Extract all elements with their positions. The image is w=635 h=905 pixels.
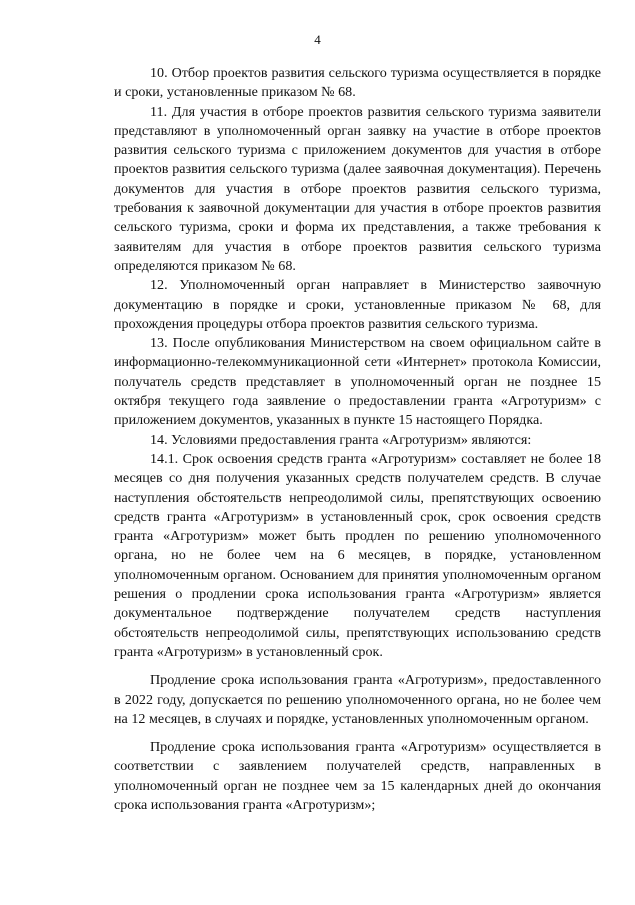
paragraph-10: 10. Отбор проектов развития сельского туризма осуществляется в порядке и сроки, установленные приказом № 68. bbox=[114, 65, 601, 101]
page-number: 4 bbox=[314, 32, 321, 47]
paragraph-13: 13. После опубликования Министерством на своем официальном сайте в информационно-телекоммуникационной сети «Интернет» протокола Комиссии, получатель средств представляет в уполномоченный орган не позднее 15 октября текущего года заявление о предоставлении гранта «Агротуризм» с приложением документов, указанных в пункте 15 настоящего Порядка. bbox=[114, 335, 601, 429]
paragraph-extension-procedure: Продление срока использования гранта «Агротуризм» осуществляется в соответствии с заявлением получателей средств, направленных в уполномоченный орган не позднее чем за 15 календарных дней до окончания срока использования гранта «Агротуризм»; bbox=[114, 739, 601, 813]
paragraph-14-1: 14.1. Срок освоения средств гранта «Агротуризм» составляет не более 18 месяцев со дня получения указанных средств получателем средств. В случае наступления обстоятельств непреодолимой силы, препятствующих освоению средств гранта «Агротуризм» в установленный срок, срок освоения средств гранта «Агротуризм» может быть продлен по решению уполномоченного органа, но не более чем на 6 месяцев, в порядке, установленном уполномоченным органом. Основанием для принятия уполномоченным органом решения о продлении срока использования гранта «Агротуризм» является документальное подтверждение получателем средств наступления обстоятельств непреодолимой силы, препятствующих использованию средств гранта «Агротуризм» в установленный срок. bbox=[114, 450, 601, 660]
paragraph-14: 14. Условиями предоставления гранта «Агротуризм» являются: bbox=[150, 431, 532, 448]
paragraph-12: 12. Уполномоченный орган направляет в Министерство заявочную документацию в порядке и сроки, установленные приказом № 68, для прохождения процедуры отбора проектов развития сельского туризма. bbox=[114, 277, 601, 332]
paragraph-11: 11. Для участия в отборе проектов развития сельского туризма заявители представляют в уполномоченный орган заявку на участие в отборе проектов развития сельского туризма с приложением документов для участия в отборе проектов развития сельского туризма (далее заявочная документация). Перечень документов для участия в отборе проектов развития сельского туризма, требования к заявочной документации для участия в отборе проектов развития сельского туризма, сроки и форма их представления, а также требования к заявителям для участия в отборе проектов развития сельского туризма определяются приказом № 68. bbox=[114, 103, 601, 274]
paragraph-extension-2022: Продление срока использования гранта «Агротуризм», предоставленного в 2022 году, допускается по решению уполномоченного органа, но не более чем на 12 месяцев, в случаях и порядке, установленных уполномоченным органом. bbox=[114, 672, 601, 727]
document-body bbox=[114, 64, 601, 815]
